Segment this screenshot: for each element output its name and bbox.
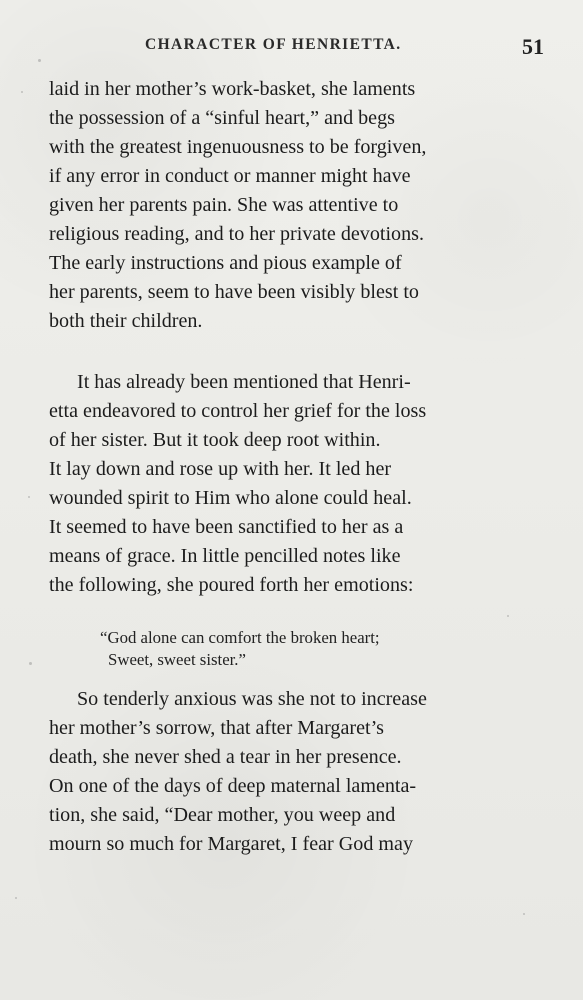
quote-line-2: Sweet, sweet sister.” — [108, 650, 246, 669]
paragraph-2 — [49, 368, 540, 600]
paragraph-2-line-6: It seemed to have been sanctified to her as a — [49, 516, 404, 538]
paper-speck — [507, 615, 509, 617]
quoted-note — [100, 627, 505, 671]
paragraph-3 — [49, 685, 540, 859]
paragraph-2-line-5: wounded spirit to Him who alone could heal. — [49, 487, 412, 509]
paragraph-1-line-8: her parents, seem to have been visibly blest to — [49, 281, 419, 303]
paragraph-3-line-6: mourn so much for Margaret, I fear God may — [49, 833, 413, 855]
running-head: CHARACTER OF HENRIETTA. — [145, 36, 402, 53]
paragraph-3-line-4: On one of the days of deep maternal lamenta- — [49, 775, 417, 797]
paragraph-1-line-2: the possession of a “sinful heart,” and begs — [49, 107, 395, 129]
paragraph-2-line-4: It lay down and rose up with her. It led her — [49, 458, 392, 480]
paragraph-2-line-7: means of grace. In little pencilled notes like — [49, 545, 401, 567]
paper-speck — [21, 91, 23, 93]
paper-speck — [523, 913, 525, 915]
paragraph-2-line-8: the following, she poured forth her emotions: — [49, 574, 414, 596]
page-header — [145, 34, 544, 64]
paragraph-1-line-4: if any error in conduct or manner might have — [49, 165, 411, 187]
paragraph-1 — [49, 75, 540, 336]
paragraph-1-line-6: religious reading, and to her private devotions. — [49, 223, 424, 245]
paragraph-2-line-3: of her sister. But it took deep root within. — [49, 429, 381, 451]
paragraph-2-line-2: etta endeavored to control her grief for the loss — [49, 400, 427, 422]
quote-line-1: “God alone can comfort the broken heart; — [100, 628, 380, 647]
paragraph-3-line-2: her mother’s sorrow, that after Margaret’s — [49, 717, 384, 739]
paper-speck — [15, 897, 17, 899]
paragraph-3-line-5: tion, she said, “Dear mother, you weep and — [49, 804, 396, 826]
paragraph-1-line-1: laid in her mother’s work-basket, she laments — [49, 78, 416, 100]
paragraph-1-line-5: given her parents pain. She was attentive to — [49, 194, 399, 216]
paper-speck — [28, 496, 30, 498]
paper-speck — [38, 59, 41, 62]
paragraph-1-line-7: The early instructions and pious example of — [49, 252, 402, 274]
paragraph-1-line-9: both their children. — [49, 310, 203, 332]
paragraph-1-line-3: with the greatest ingenuousness to be forgiven, — [49, 136, 427, 158]
page-number: 51 — [522, 34, 544, 59]
paragraph-3-line-1: So tenderly anxious was she not to increase — [77, 688, 427, 710]
paper-speck — [29, 662, 32, 665]
paragraph-2-line-1: It has already been mentioned that Henri- — [77, 371, 411, 393]
paragraph-3-line-3: death, she never shed a tear in her presence. — [49, 746, 402, 768]
